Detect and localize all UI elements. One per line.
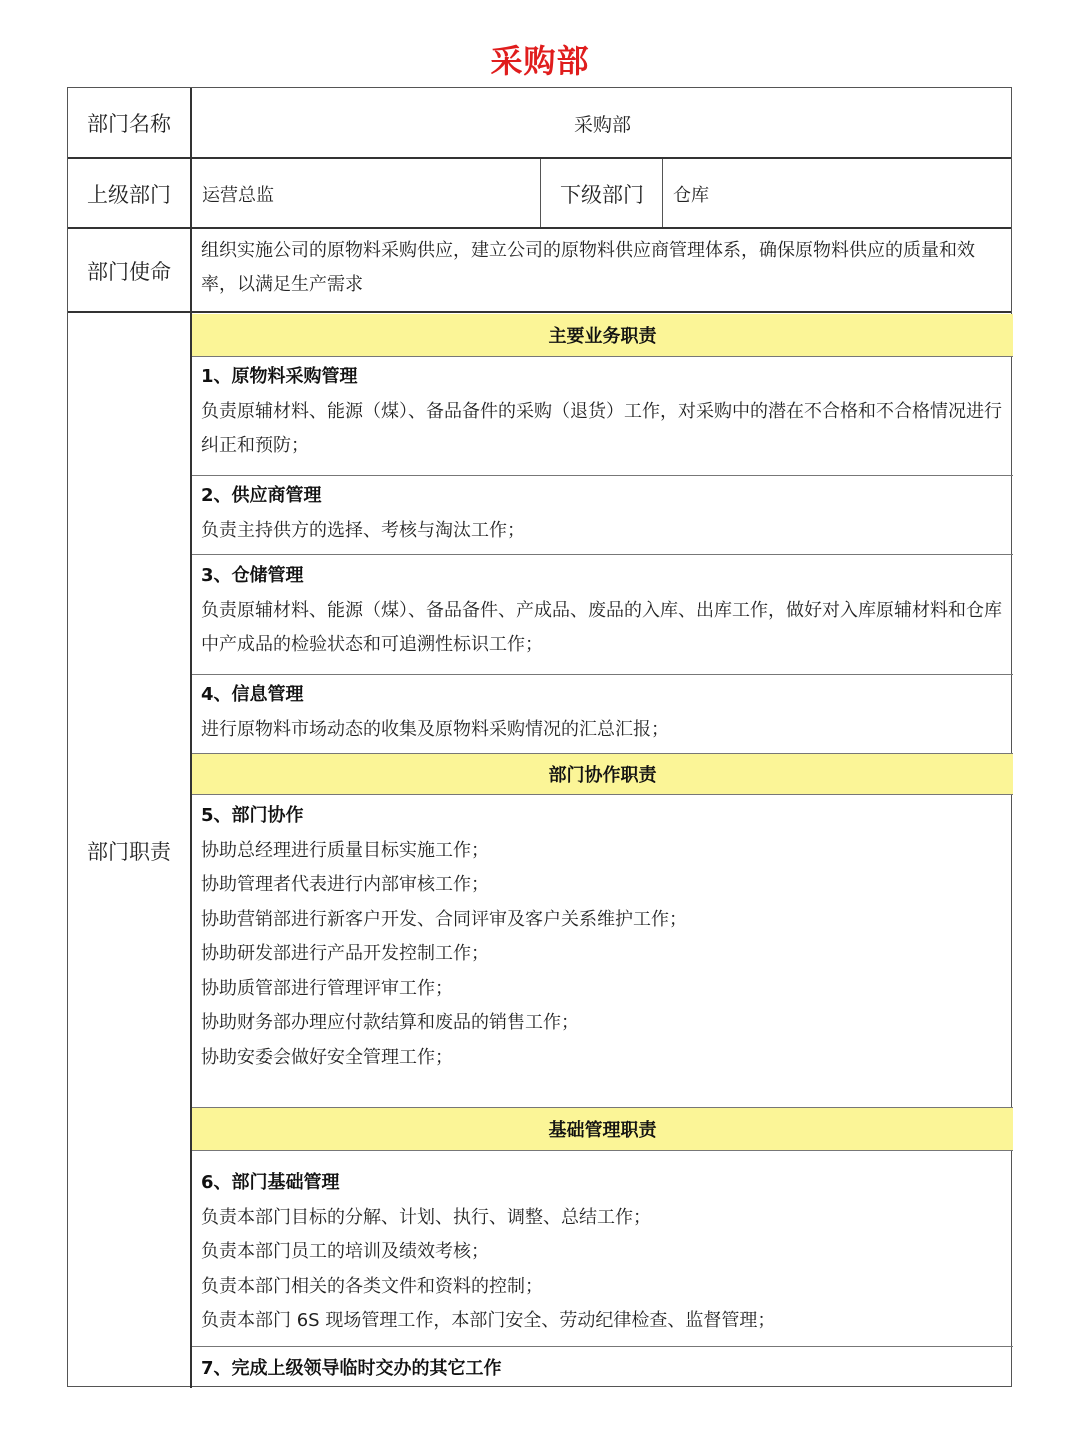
- duty-item-title: 1、原物料采购管理: [201, 366, 358, 387]
- row-divider: [192, 475, 1013, 476]
- coop-line: 协助管理者代表进行内部审核工作；: [201, 874, 489, 895]
- superior-dept-value: 运营总监: [202, 184, 274, 206]
- coop-line: 协助质管部进行管理评审工作；: [201, 977, 453, 999]
- dept-name-value: 采购部: [573, 113, 631, 136]
- duty-item-text: 负责主持供方的选择、考核与淘汰工作；: [201, 519, 525, 541]
- duty-item-3: [201, 559, 1009, 663]
- row-divider: [192, 794, 1013, 795]
- duty-item-5: [201, 799, 1009, 1075]
- duty-item-7: [201, 1352, 1009, 1387]
- basic-line: 负责本部门 6S 现场管理工作，本部门安全、劳动纪律检查、监督管理；: [201, 1310, 776, 1331]
- duty-item-title: 7、完成上级领导临时交办的其它工作: [201, 1358, 502, 1379]
- duty-item-title: 6、部门基础管理: [201, 1172, 340, 1193]
- duty-item-2: [201, 479, 1009, 548]
- section-header-basic: 基础管理职责: [192, 1108, 1013, 1150]
- duty-item-text: 负责原辅材料、能源（煤）、备品备件的采购（退货）工作，对采购中的潜在不合格和不合格情况进行纠正和预防；: [201, 400, 1002, 456]
- basic-line: 负责本部门相关的各类文件和资料的控制；: [201, 1275, 543, 1297]
- section-header-coop: 部门协作职责: [192, 754, 1013, 794]
- coop-line: 协助财务部办理应付款结算和废品的销售工作；: [201, 1012, 579, 1033]
- coop-line: 协助总经理进行质量目标实施工作；: [201, 839, 489, 861]
- row-divider: [68, 227, 1011, 229]
- duty-item-title: 3、仓储管理: [201, 565, 304, 586]
- basic-line: 负责本部门员工的培训及绩效考核；: [201, 1241, 489, 1262]
- duty-item-6: [201, 1166, 1009, 1339]
- basic-line: 负责本部门目标的分解、计划、执行、调整、总结工作；: [201, 1206, 651, 1228]
- coop-line: 协助营销部进行新客户开发、合同评审及客户关系维护工作；: [201, 908, 687, 930]
- duty-item-title: 4、信息管理: [201, 684, 304, 705]
- coop-line: 协助研发部进行产品开发控制工作；: [201, 943, 489, 964]
- duty-item-text: 进行原物料市场动态的收集及原物料采购情况的汇总汇报；: [201, 718, 669, 740]
- duty-item-title: 2、供应商管理: [201, 485, 322, 506]
- coop-line: 协助安委会做好安全管理工作；: [201, 1046, 453, 1068]
- duties-label: 部门职责: [87, 839, 171, 864]
- subordinate-dept-value: 仓库: [673, 184, 709, 206]
- row-divider: [192, 1346, 1013, 1347]
- row-divider: [68, 311, 1011, 313]
- dept-name-label: 部门名称: [87, 112, 171, 136]
- row-divider: [192, 554, 1013, 555]
- row-divider: [192, 356, 1013, 357]
- mission-label: 部门使命: [87, 259, 171, 284]
- page-title: 采购部: [490, 42, 590, 80]
- mission-text: 组织实施公司的原物料采购供应，建立公司的原物料供应商管理体系，确保原物料供应的质量和效率，以满足生产需求: [201, 240, 975, 295]
- duty-item-4: [201, 678, 1009, 747]
- row-divider: [192, 1150, 1013, 1151]
- section-header-main: 主要业务职责: [192, 314, 1013, 356]
- subordinate-dept-label: 下级部门: [560, 182, 644, 207]
- label-column-divider: [190, 88, 192, 1388]
- duty-item-1: [201, 360, 1009, 464]
- duty-item-text: 负责原辅材料、能源（煤）、备品备件、产成品、废品的入库、出库工作，做好对入库原辅材料和仓库中产成品的检验状态和可追溯性标识工作；: [201, 599, 1002, 655]
- row-divider: [192, 674, 1013, 675]
- duty-item-title: 5、部门协作: [201, 805, 304, 826]
- superior-dept-label: 上级部门: [87, 182, 171, 207]
- department-table: [67, 87, 1012, 1387]
